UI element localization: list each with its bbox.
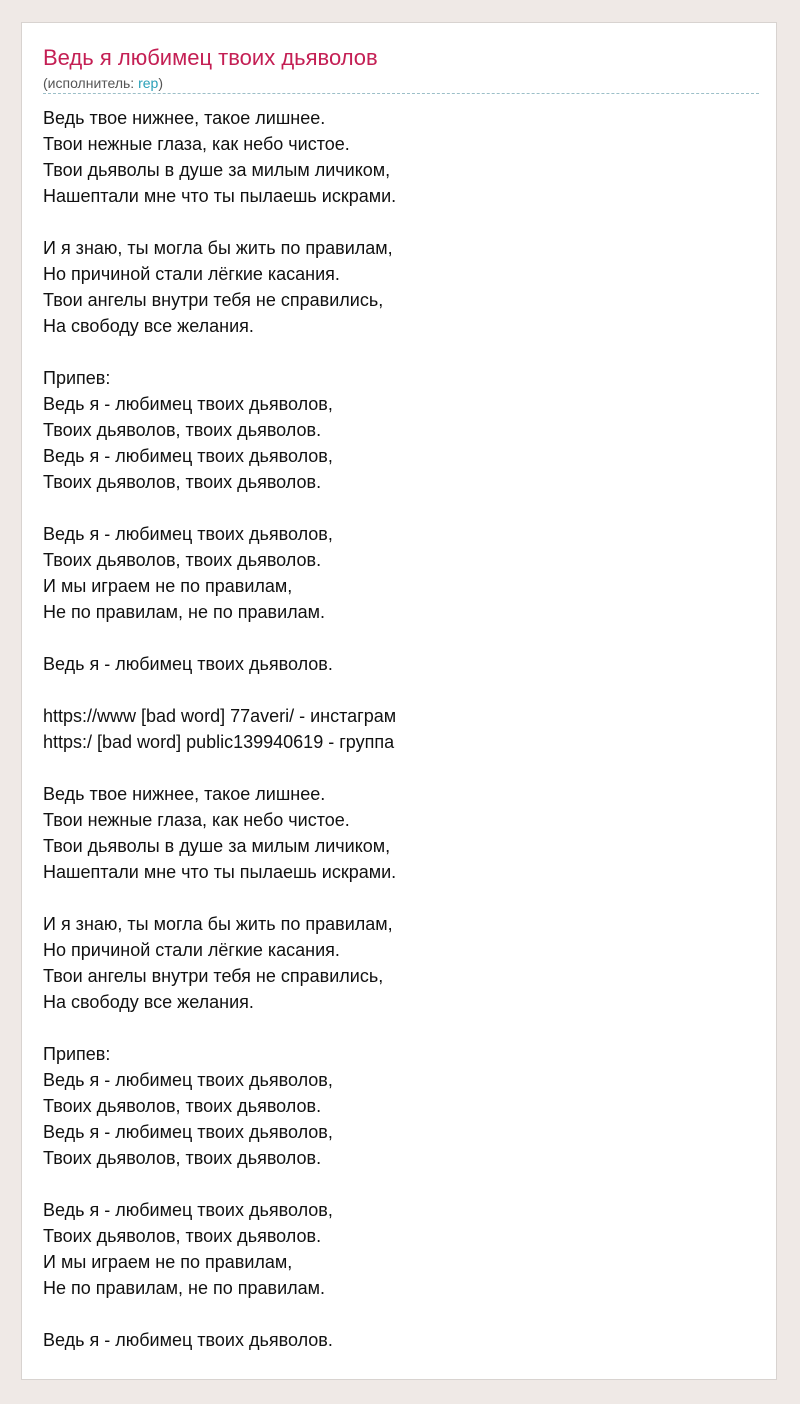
lyric-line: Припев: [43,1044,111,1064]
lyric-line: https://www [bad word] 77averi/ - инстаграм [43,706,397,726]
lyric-line: Твои ангелы внутри тебя не справились, [43,966,384,986]
lyric-line: Не по правилам, не по правилам. [43,602,326,622]
lyrics-stanza [43,703,753,755]
lyrics-card [21,22,777,1380]
lyrics-stanza [43,105,753,209]
lyric-line: Нашептали мне что ты пылаешь искрами. [43,862,397,882]
lyric-line: Ведь я - любимец твоих дьяволов, [43,1070,333,1090]
lyric-line: Нашептали мне что ты пылаешь искрами. [43,186,397,206]
lyric-line: Ведь я - любимец твоих дьяволов, [43,446,333,466]
lyric-line: И я знаю, ты могла бы жить по правилам, [43,914,393,934]
lyrics-stanza [43,911,753,1015]
lyric-line: Ведь я - любимец твоих дьяволов, [43,524,333,544]
lyric-line: Твоих дьяволов, твоих дьяволов. [43,550,322,570]
lyric-line: Ведь твое нижнее, такое лишнее. [43,784,326,804]
lyric-line: Твои дьяволы в душе за милым личиком, [43,160,391,180]
song-title: Ведь я любимец твоих дьяволов [43,45,378,70]
lyric-line: И мы играем не по правилам, [43,1252,293,1272]
lyric-line: Не по правилам, не по правилам. [43,1278,326,1298]
lyric-line: Ведь я - любимец твоих дьяволов, [43,394,333,414]
artist-link[interactable]: rep [138,75,159,91]
lyric-line: Твоих дьяволов, твоих дьяволов. [43,420,322,440]
lyrics-stanza [43,1327,753,1353]
lyric-line: https:/ [bad word] public139940619 - группа [43,732,395,752]
lyric-line: И я знаю, ты могла бы жить по правилам, [43,238,393,258]
lyrics-stanza [43,651,753,677]
lyric-line: Припев: [43,368,111,388]
lyric-line: Твои нежные глаза, как небо чистое. [43,810,350,830]
lyric-line: Ведь я - любимец твоих дьяволов. [43,1330,333,1350]
lyrics-text [43,105,753,1379]
lyric-line: Твоих дьяволов, твоих дьяволов. [43,1148,322,1168]
lyric-line: Твои ангелы внутри тебя не справились, [43,290,384,310]
lyric-line: Ведь я - любимец твоих дьяволов, [43,1200,333,1220]
artist-suffix: ) [158,75,163,91]
lyrics-stanza [43,781,753,885]
lyric-line: Но причиной стали лёгкие касания. [43,264,340,284]
lyric-line: Твоих дьяволов, твоих дьяволов. [43,1096,322,1116]
artist-line [43,74,163,92]
lyrics-stanza [43,1041,753,1171]
lyrics-stanza [43,521,753,625]
lyrics-stanza [43,1197,753,1301]
lyric-line: Твои нежные глаза, как небо чистое. [43,134,350,154]
lyric-line: Твои дьяволы в душе за милым личиком, [43,836,391,856]
lyric-line: Но причиной стали лёгкие касания. [43,940,340,960]
title-divider [43,93,759,94]
lyric-line: Ведь я - любимец твоих дьяволов. [43,654,333,674]
lyric-line: Твоих дьяволов, твоих дьяволов. [43,472,322,492]
lyric-line: Ведь твое нижнее, такое лишнее. [43,108,326,128]
lyrics-stanza [43,235,753,339]
lyric-line: На свободу все желания. [43,992,254,1012]
lyric-line: Твоих дьяволов, твоих дьяволов. [43,1226,322,1246]
artist-prefix: (исполнитель: [43,75,139,91]
lyrics-stanza [43,365,753,495]
lyric-line: На свободу все желания. [43,316,254,336]
lyric-line: Ведь я - любимец твоих дьяволов, [43,1122,333,1142]
lyric-line: И мы играем не по правилам, [43,576,293,596]
